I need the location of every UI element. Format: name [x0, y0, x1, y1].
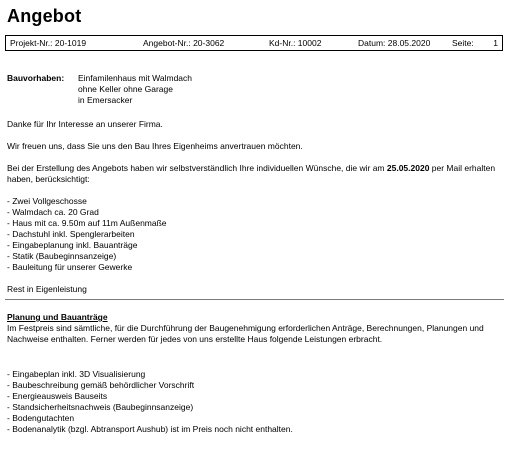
list-item: - Eingabeplanung inkl. Bauanträge [7, 240, 138, 250]
list-item: - Bodengutachten [7, 413, 75, 423]
page-label: Seite: [452, 38, 474, 48]
section-heading: Planung und Bauanträge [7, 312, 108, 322]
page-number: 1 [493, 38, 498, 48]
self-performance-note: Rest in Eigenleistung [7, 284, 87, 294]
list-item: - Standsicherheitsnachweis (Baubeginnsanzeige) [7, 402, 194, 412]
section-paragraph: Im Festpreis sind sämtliche, für die Durchführung der Baugenehmigung erforderlichen Anträge, Berechnungen, Planungen und Nachweise enthalten. Ferner werden für jedes von uns erstellte Haus folgende Leistungen erbracht. [7, 323, 484, 344]
requirements-paragraph [7, 163, 503, 185]
construction-project-line: ohne Keller ohne Garage [78, 84, 173, 94]
list-item: - Energieausweis Bauseits [7, 391, 108, 401]
list-item: - Dachstuhl inkl. Spenglerarbeiten [7, 229, 135, 239]
project-number: Projekt-Nr.: 20-1019 [10, 38, 87, 48]
construction-project-details [78, 73, 192, 106]
requirements-text-start: Bei der Erstellung des Angebots haben wir selbstverständlich Ihre individuellen Wünsche, die wir am [7, 163, 387, 173]
list-item: - Walmdach ca. 20 Grad [7, 207, 99, 217]
construction-project-line: Einfamilenhaus mit Walmdach [78, 73, 193, 83]
welcome-paragraph: Wir freuen uns, dass Sie uns den Bau Ihres Eigenheims anvertrauen möchten. [7, 141, 303, 151]
list-item: - Haus mit ca. 9.50m auf 11m Außenmaße [7, 218, 167, 228]
section-divider [5, 299, 504, 300]
construction-project-label: Bauvorhaben: [7, 73, 65, 83]
customer-number: Kd-Nr.: 10002 [269, 38, 322, 48]
list-item: - Zwei Vollgeschosse [7, 196, 87, 206]
offer-number: Angebot-Nr.: 20-3062 [143, 38, 225, 48]
document-title: Angebot [7, 6, 82, 26]
request-date: 25.05.2020 [386, 163, 430, 173]
services-list [7, 369, 293, 435]
construction-project-line: in Emersacker [78, 95, 133, 105]
list-item: - Statik (Baubeginnsanzeige) [7, 251, 117, 261]
customer-wishes-list [7, 196, 167, 273]
document-date: Datum: 28.05.2020 [358, 38, 431, 48]
thanks-paragraph: Danke für Ihr Interesse an unserer Firma. [7, 119, 163, 129]
list-item: - Bauleitung für unserer Gewerke [7, 262, 133, 272]
list-item: - Baubeschreibung gemäß behördlicher Vorschrift [7, 380, 195, 390]
list-item: - Bodenanalytik (bzgl. Abtransport Aushub) ist im Preis noch nicht enthalten. [7, 424, 293, 434]
requirements-text-end: per Mail erhalten haben, berücksichtigt: [7, 163, 496, 184]
document-info-bar [5, 35, 503, 51]
list-item: - Eingabeplan inkl. 3D Visualisierung [7, 369, 146, 379]
